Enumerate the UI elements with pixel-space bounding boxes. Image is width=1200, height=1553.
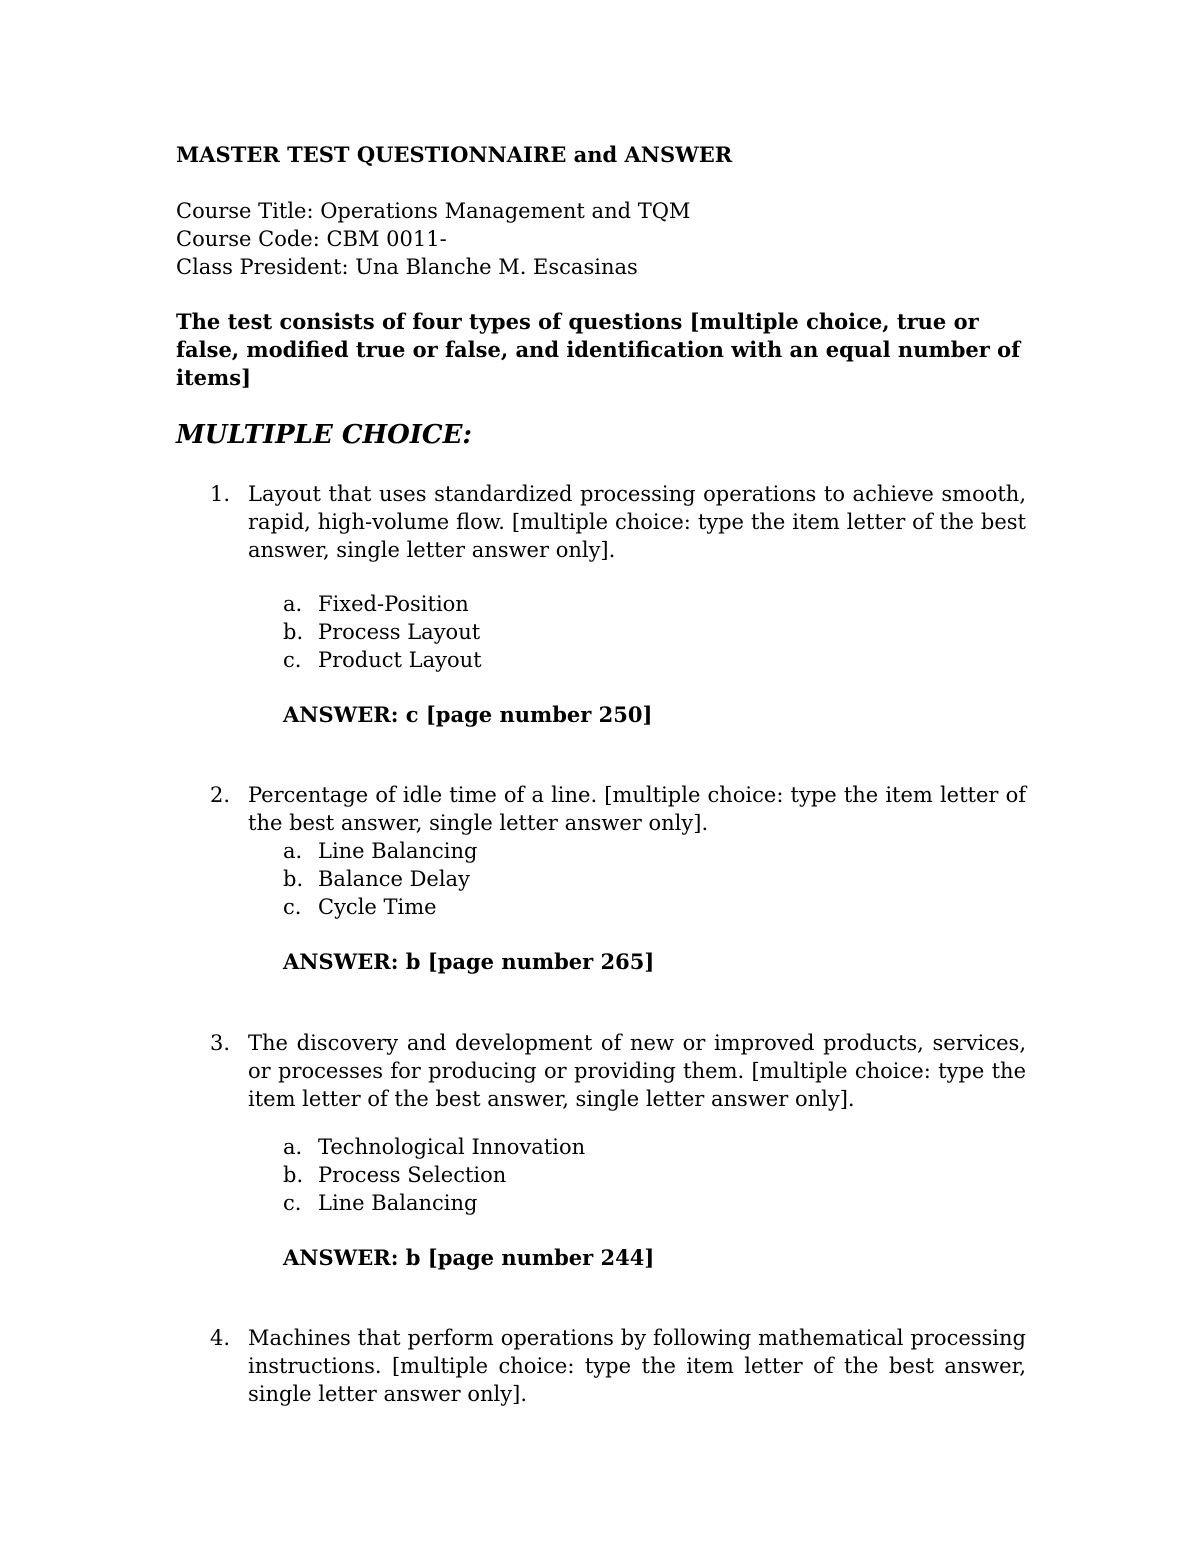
question-4	[210, 1324, 1026, 1408]
question-text: The discovery and development of new or improved products, services, or processes for producing or providing them. [multiple choice: type the item letter of the best answer, single letter answer only].	[248, 1031, 1026, 1111]
option-letter: b.	[283, 620, 304, 644]
option-c	[283, 893, 1026, 921]
question-number: 1.	[210, 482, 231, 506]
option-label: Process Selection	[318, 1163, 507, 1187]
option-list	[283, 590, 1026, 674]
option-b	[283, 618, 1026, 646]
option-a	[283, 590, 1026, 618]
class-president: Class President: Una Blanche M. Escasinas	[176, 255, 638, 279]
option-label: Process Layout	[318, 620, 481, 644]
question-number: 2.	[210, 783, 231, 807]
option-list	[283, 1133, 1026, 1217]
option-label: Product Layout	[318, 648, 482, 672]
question-number: 4.	[210, 1326, 231, 1350]
option-a	[283, 837, 1026, 865]
option-c	[283, 646, 1026, 674]
course-info	[176, 197, 690, 281]
option-label: Technological Innovation	[318, 1135, 586, 1159]
option-label: Line Balancing	[318, 839, 478, 863]
answer-line: ANSWER: c [page number 250]	[283, 702, 653, 727]
answer-line: ANSWER: b [page number 265]	[283, 949, 655, 974]
answer-line: ANSWER: b [page number 244]	[283, 1245, 655, 1270]
question-text: Layout that uses standardized processing operations to achieve smooth, rapid, high-volume flow. [multiple choice: type the item letter of the best answer, single letter answer only].	[248, 482, 1026, 562]
question-2	[210, 781, 1026, 976]
option-letter: a.	[283, 1135, 303, 1159]
option-letter: c.	[283, 648, 302, 672]
option-b	[283, 1161, 1026, 1189]
option-letter: a.	[283, 592, 303, 616]
section-heading: MULTIPLE CHOICE:	[176, 420, 473, 450]
option-letter: a.	[283, 839, 303, 863]
option-letter: c.	[283, 895, 302, 919]
option-label: Cycle Time	[318, 895, 437, 919]
question-3	[210, 1029, 1026, 1272]
option-letter: b.	[283, 867, 304, 891]
option-c	[283, 1189, 1026, 1217]
option-label: Line Balancing	[318, 1191, 478, 1215]
option-label: Balance Delay	[318, 867, 470, 891]
option-list	[283, 837, 1026, 921]
option-b	[283, 865, 1026, 893]
option-letter: c.	[283, 1191, 302, 1215]
option-a	[283, 1133, 1026, 1161]
option-label: Fixed-Position	[318, 592, 469, 616]
question-text: Machines that perform operations by following mathematical processing instructions. [multiple choice: type the item letter of the best answer, single letter answer only].	[248, 1326, 1026, 1406]
course-code: Course Code: CBM 0011-	[176, 227, 447, 251]
question-number: 3.	[210, 1031, 231, 1055]
question-1	[210, 480, 1026, 729]
course-title: Course Title: Operations Management and TQM	[176, 199, 691, 223]
test-intro: The test consists of four types of questions [multiple choice, true or false, modified true or false, and identification with an equal number of items]	[176, 309, 1021, 390]
document-title: MASTER TEST QUESTIONNAIRE and ANSWER	[176, 142, 733, 167]
option-letter: b.	[283, 1163, 304, 1187]
question-text: Percentage of idle time of a line. [multiple choice: type the item letter of the best answer, single letter answer only].	[248, 783, 1026, 835]
